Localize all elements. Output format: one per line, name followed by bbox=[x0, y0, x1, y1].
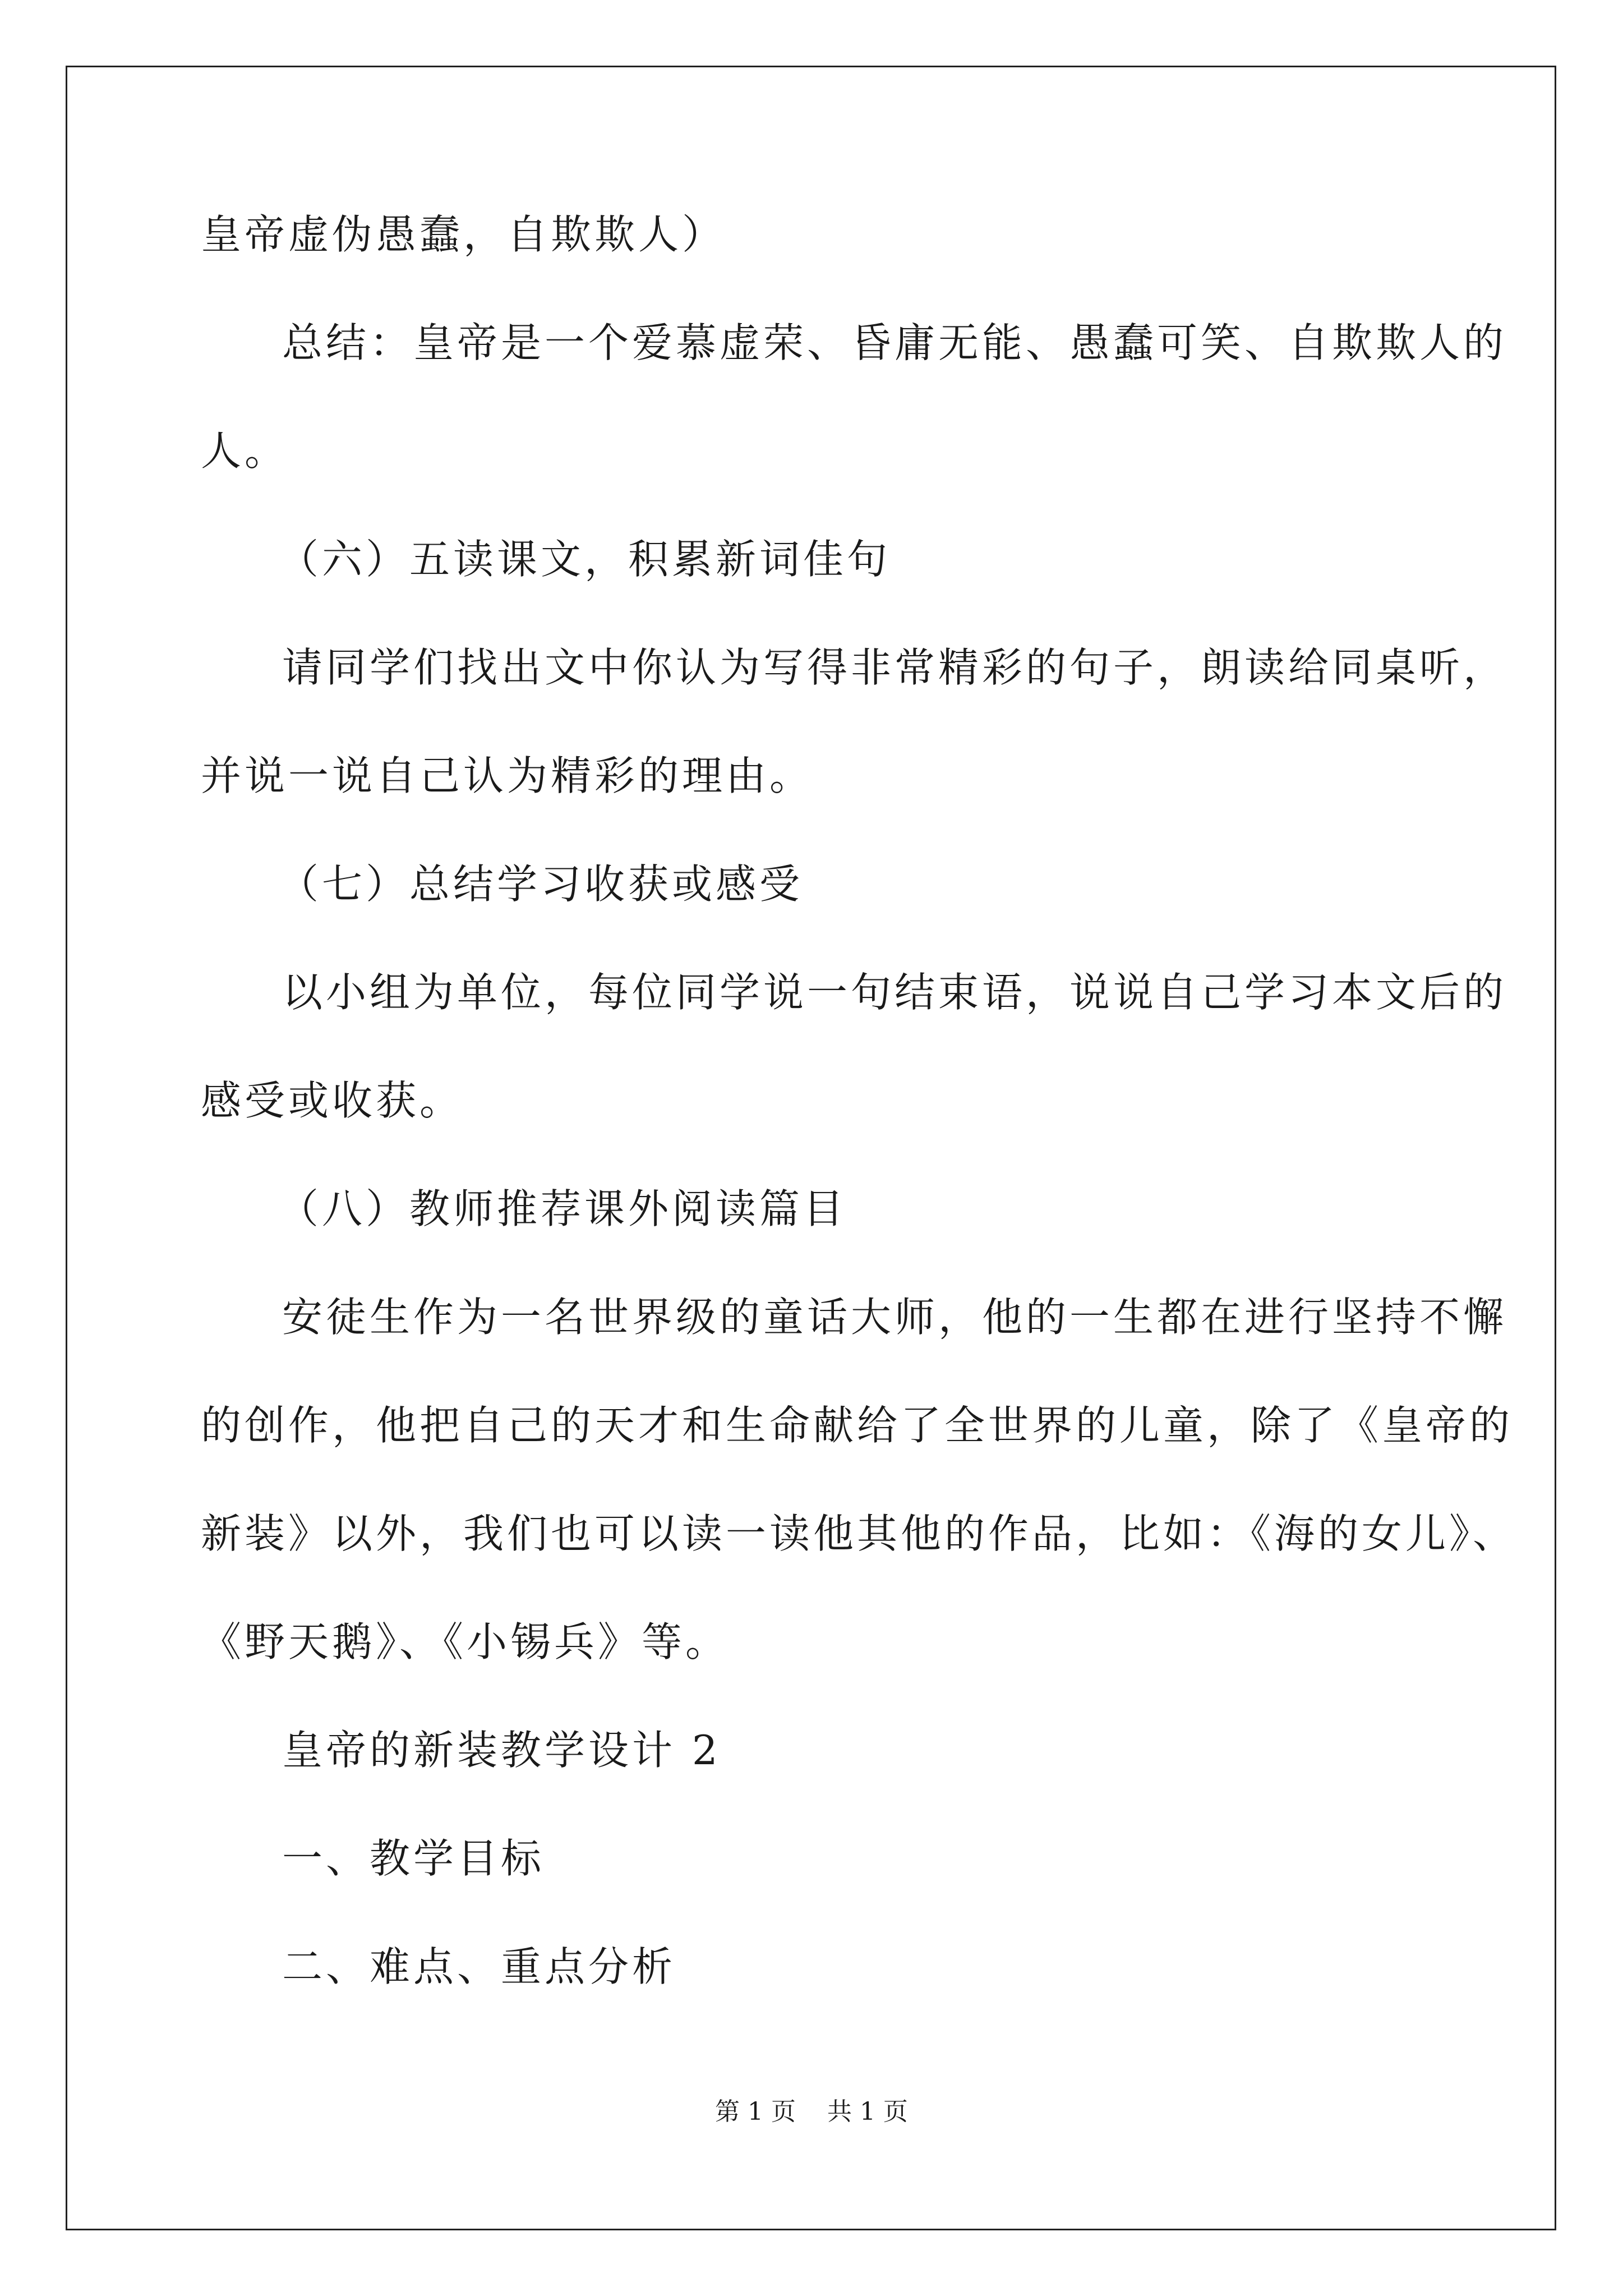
text-line: 总结：皇帝是一个爱慕虚荣、昏庸无能、愚蠢可笑、自欺欺人的 bbox=[282, 319, 1507, 366]
text-line: 人。 bbox=[201, 427, 289, 475]
text-line: 的创作，他把自己的天才和生命献给了全世界的儿童，除了《皇帝的 bbox=[201, 1402, 1514, 1449]
text-line: 《野天鹅》、《小锡兵》等。 bbox=[201, 1618, 730, 1665]
section-heading: （七）总结学习收获或感受 bbox=[278, 861, 804, 908]
page-footer: 第 1 页 共 1 页 bbox=[715, 2097, 908, 2126]
section-heading: （六）五读课文，积累新词佳句 bbox=[278, 536, 891, 583]
document-title: 皇帝的新装教学设计 2 bbox=[282, 1727, 721, 1774]
text-line: 新装》以外，我们也可以读一读他其他的作品，比如：《海的女儿》、 bbox=[201, 1510, 1517, 1557]
text-line: 安徒生作为一名世界级的童话大师，他的一生都在进行坚持不懈 bbox=[282, 1294, 1507, 1341]
text-line: 以小组为单位，每位同学说一句结束语，说说自己学习本文后的 bbox=[282, 969, 1507, 1016]
page-border bbox=[66, 66, 1556, 2230]
section-heading: （八）教师推荐课外阅读篇目 bbox=[278, 1185, 847, 1232]
text-line: 感受或收获。 bbox=[201, 1077, 464, 1124]
section-heading: 一、教学目标 bbox=[282, 1835, 545, 1882]
section-heading: 二、难点、重点分析 bbox=[282, 1943, 676, 1990]
text-line: 请同学们找出文中你认为写得非常精彩的句子，朗读给同桌听， bbox=[282, 644, 1507, 691]
text-line: 皇帝虚伪愚蠢，自欺欺人） bbox=[201, 211, 726, 258]
text-line: 并说一说自己认为精彩的理由。 bbox=[201, 752, 814, 799]
